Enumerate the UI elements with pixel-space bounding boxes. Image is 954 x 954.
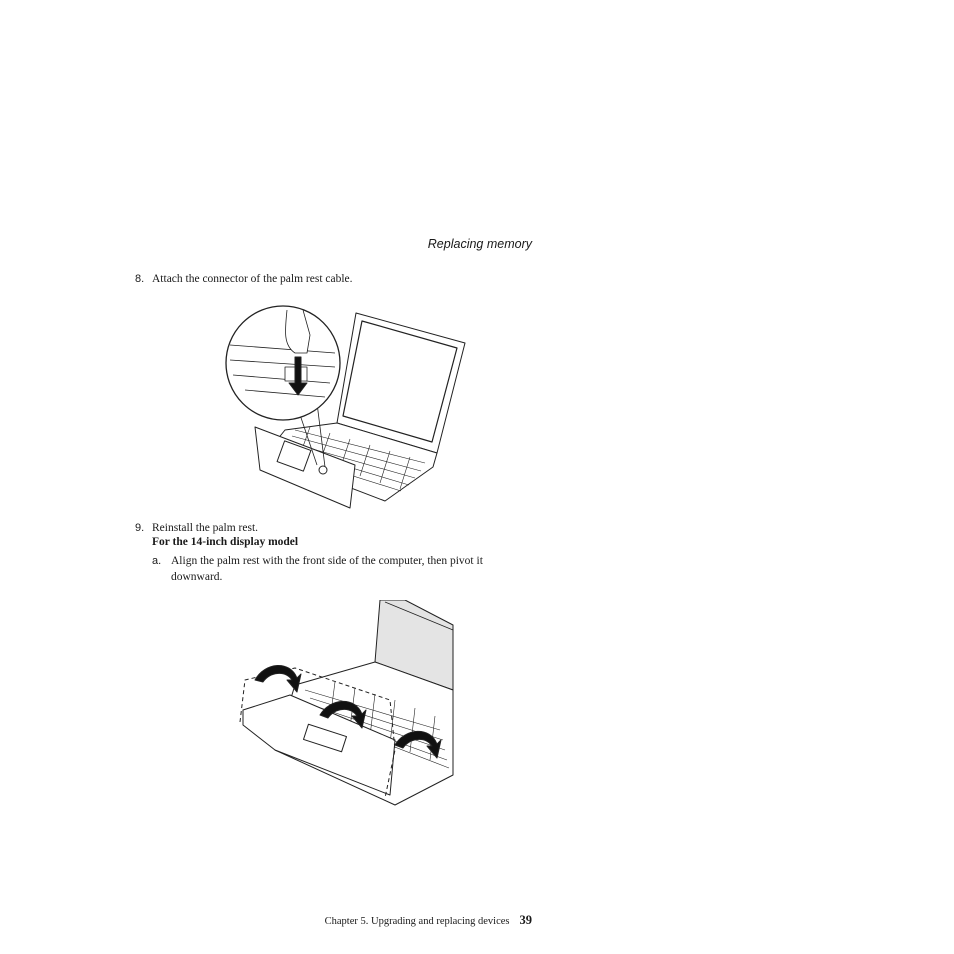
footer-chapter: Chapter 5. Upgrading and replacing devices <box>324 916 510 927</box>
model-subheading: For the 14-inch display model <box>152 536 299 548</box>
step-number: 8. <box>135 273 145 285</box>
substep-letter: a. <box>152 555 162 567</box>
step-9 <box>135 520 535 536</box>
detail-magnifier <box>226 306 340 420</box>
substep-a <box>152 553 532 585</box>
step-text: Reinstall the palm rest. <box>152 522 259 534</box>
substep-text: Align the palm rest with the front side of the computer, then pivot it downward. <box>171 555 483 583</box>
page-footer <box>300 913 532 928</box>
palm-rest-pivot-figure <box>235 600 455 810</box>
page-number: 39 <box>519 913 532 927</box>
running-head: Replacing memory <box>427 237 532 251</box>
pivot-arrow-icon <box>255 665 301 692</box>
palm-rest-cable-figure <box>225 305 470 510</box>
step-number: 9. <box>135 522 145 534</box>
step-text: Attach the connector of the palm rest cable. <box>152 273 353 285</box>
step-8 <box>135 271 535 287</box>
